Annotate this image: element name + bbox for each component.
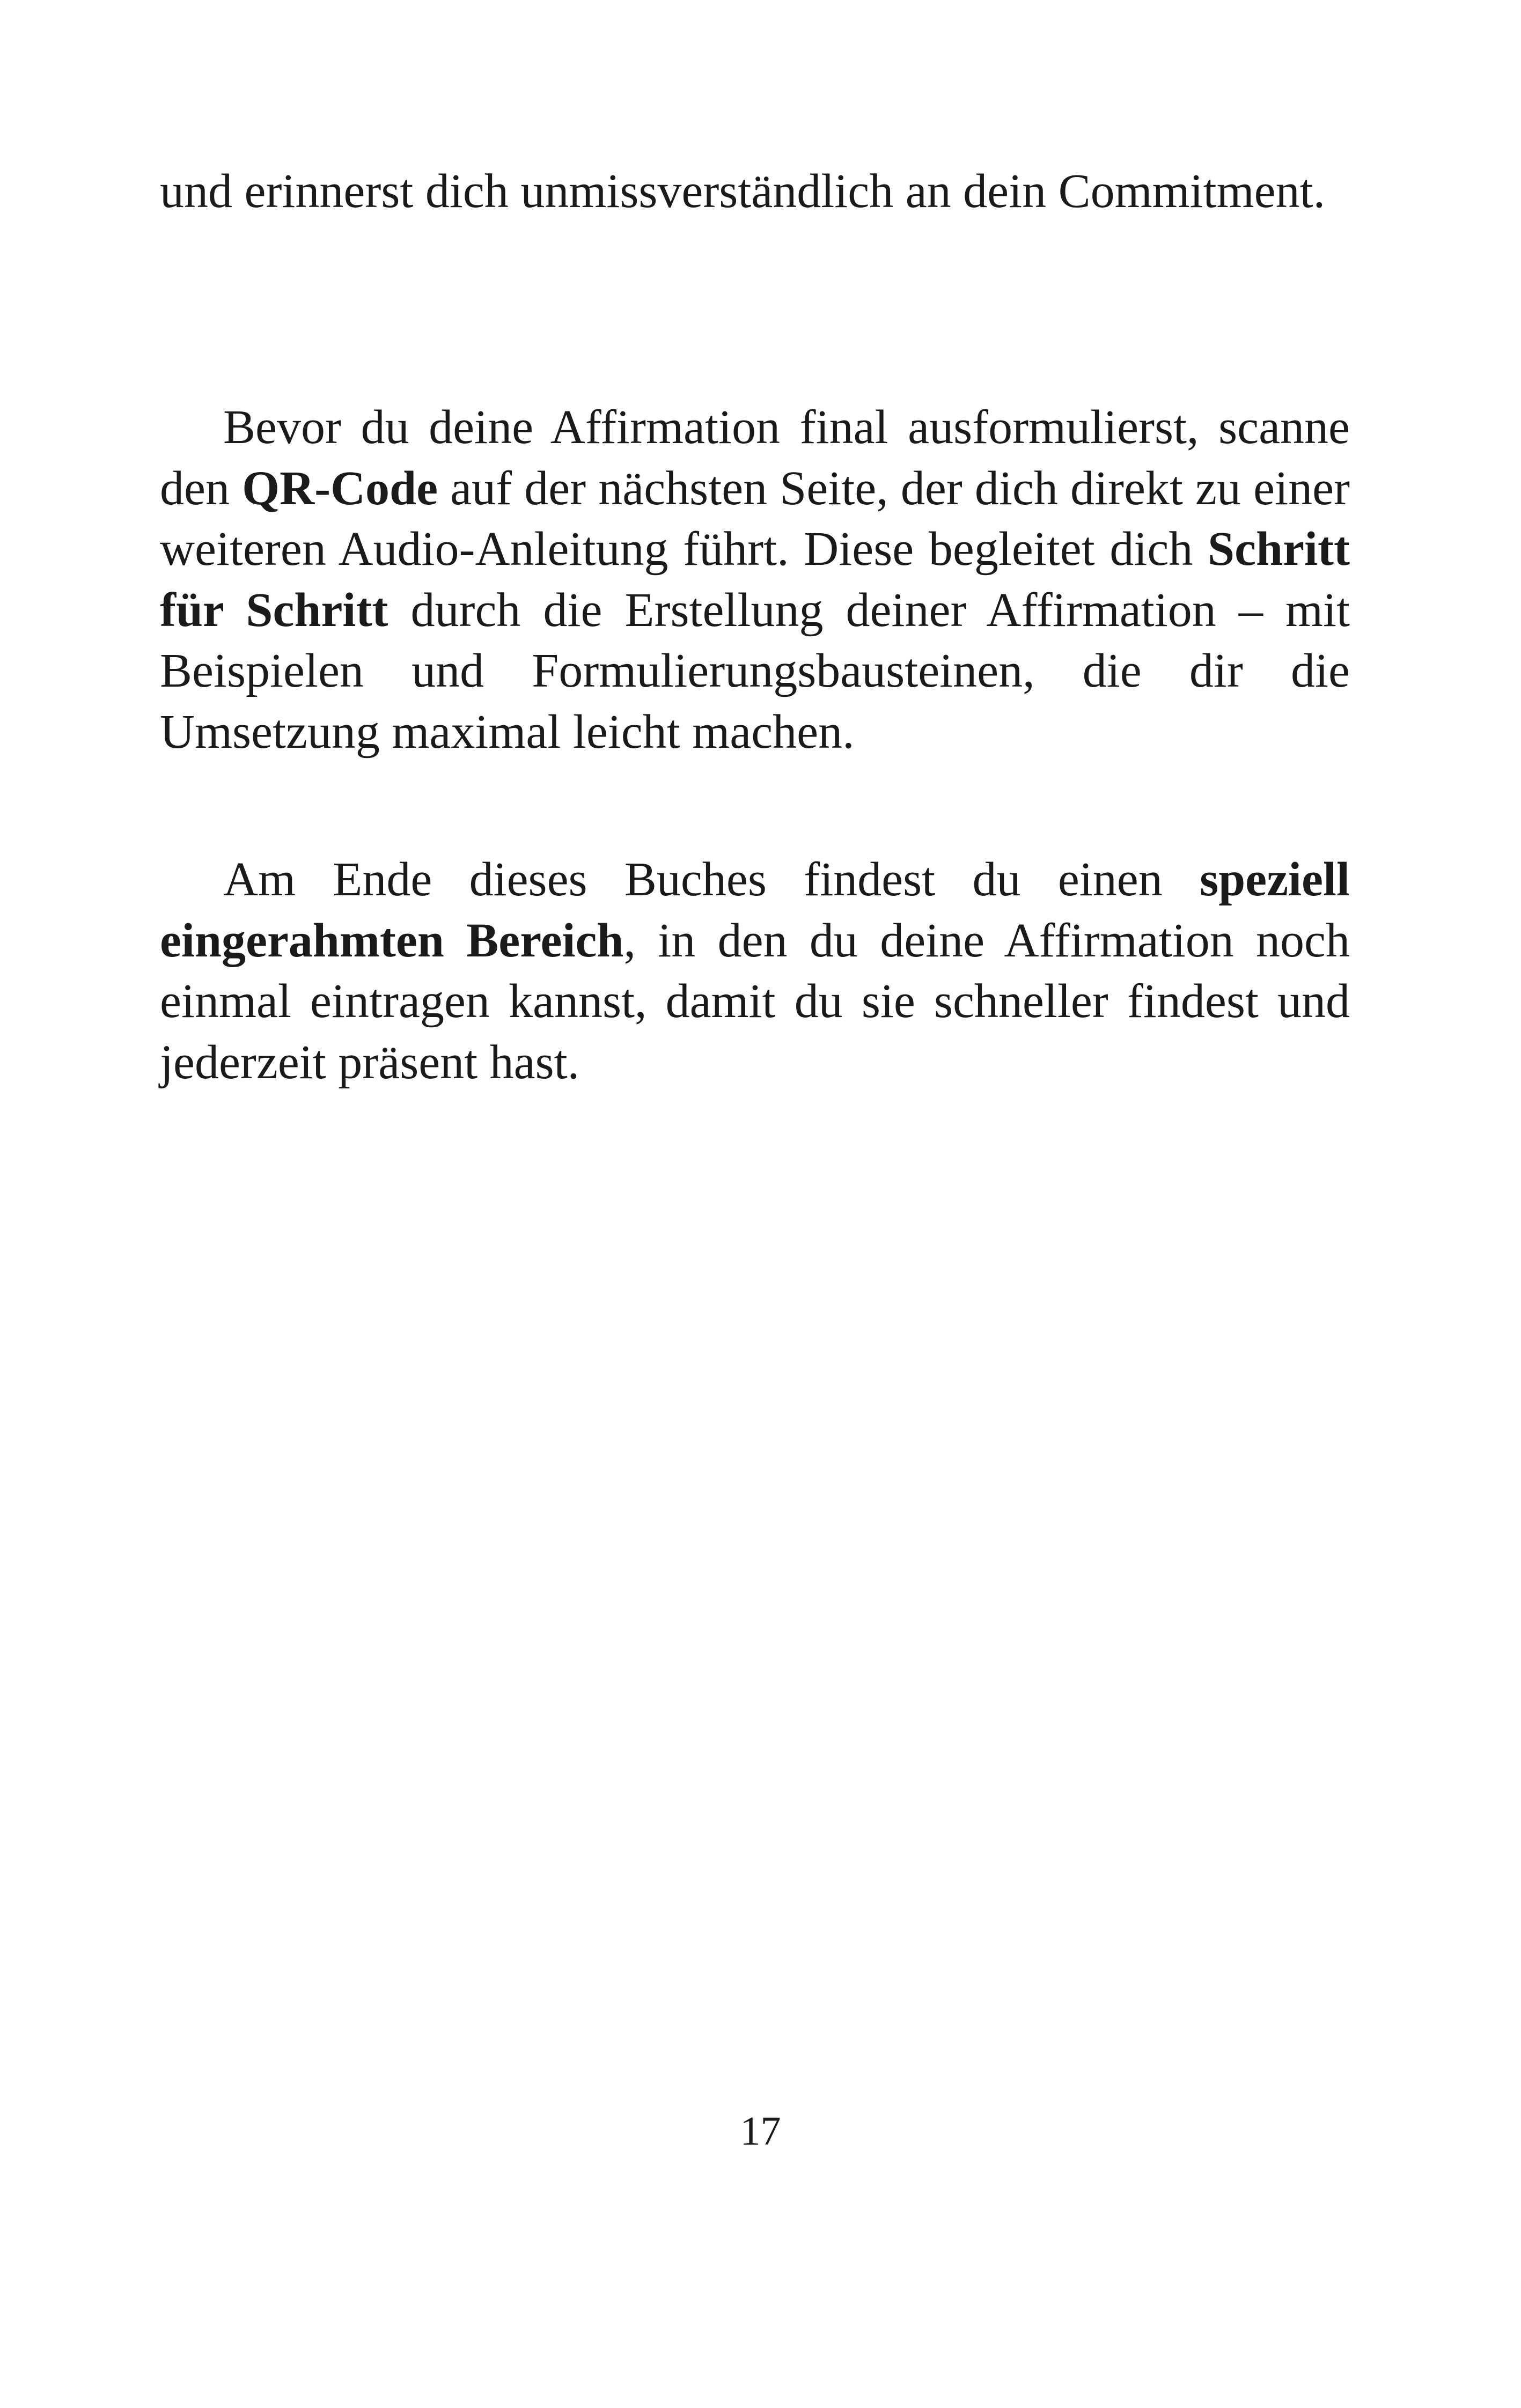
paragraph-commitment-text: und erinnerst dich unmissverständlich an dein Commitment. — [160, 165, 1326, 218]
text-segment: durch die Erstellung deiner Affirmation – mit Beispielen und Formulierungsbausteinen, die dir die Umsetzung maximal leicht machen. — [160, 583, 1350, 759]
paragraph-book-end — [160, 849, 1350, 1093]
paragraph-qr-code-text — [160, 397, 1350, 762]
paragraph-commitment — [160, 161, 1350, 222]
text-segment: auf der nächsten Seite, der dich direkt zu einer weiteren Audio-Anleitung führt. Diese begleitet dich — [160, 461, 1350, 576]
bold-qr-code: QR-Code — [242, 461, 438, 515]
text-segment: Bevor du deine Affirmation final ausformulierst, scanne den — [160, 401, 1350, 515]
paragraph-book-end-text — [160, 849, 1350, 1093]
text-segment: , in den du deine Affirmation noch einmal eintragen kannst, damit du sie schneller findest und jederzeit präsent hast. — [160, 914, 1350, 1089]
bold-step-by-step: Schritt für Schritt — [160, 522, 1350, 637]
text-segment: Am Ende dieses Buches findest du einen — [223, 853, 1200, 906]
page-number: 17 — [740, 2109, 781, 2154]
bold-framed-area: speziell eingerahmten Bereich — [160, 853, 1350, 967]
paragraph-qr-code — [160, 397, 1350, 762]
